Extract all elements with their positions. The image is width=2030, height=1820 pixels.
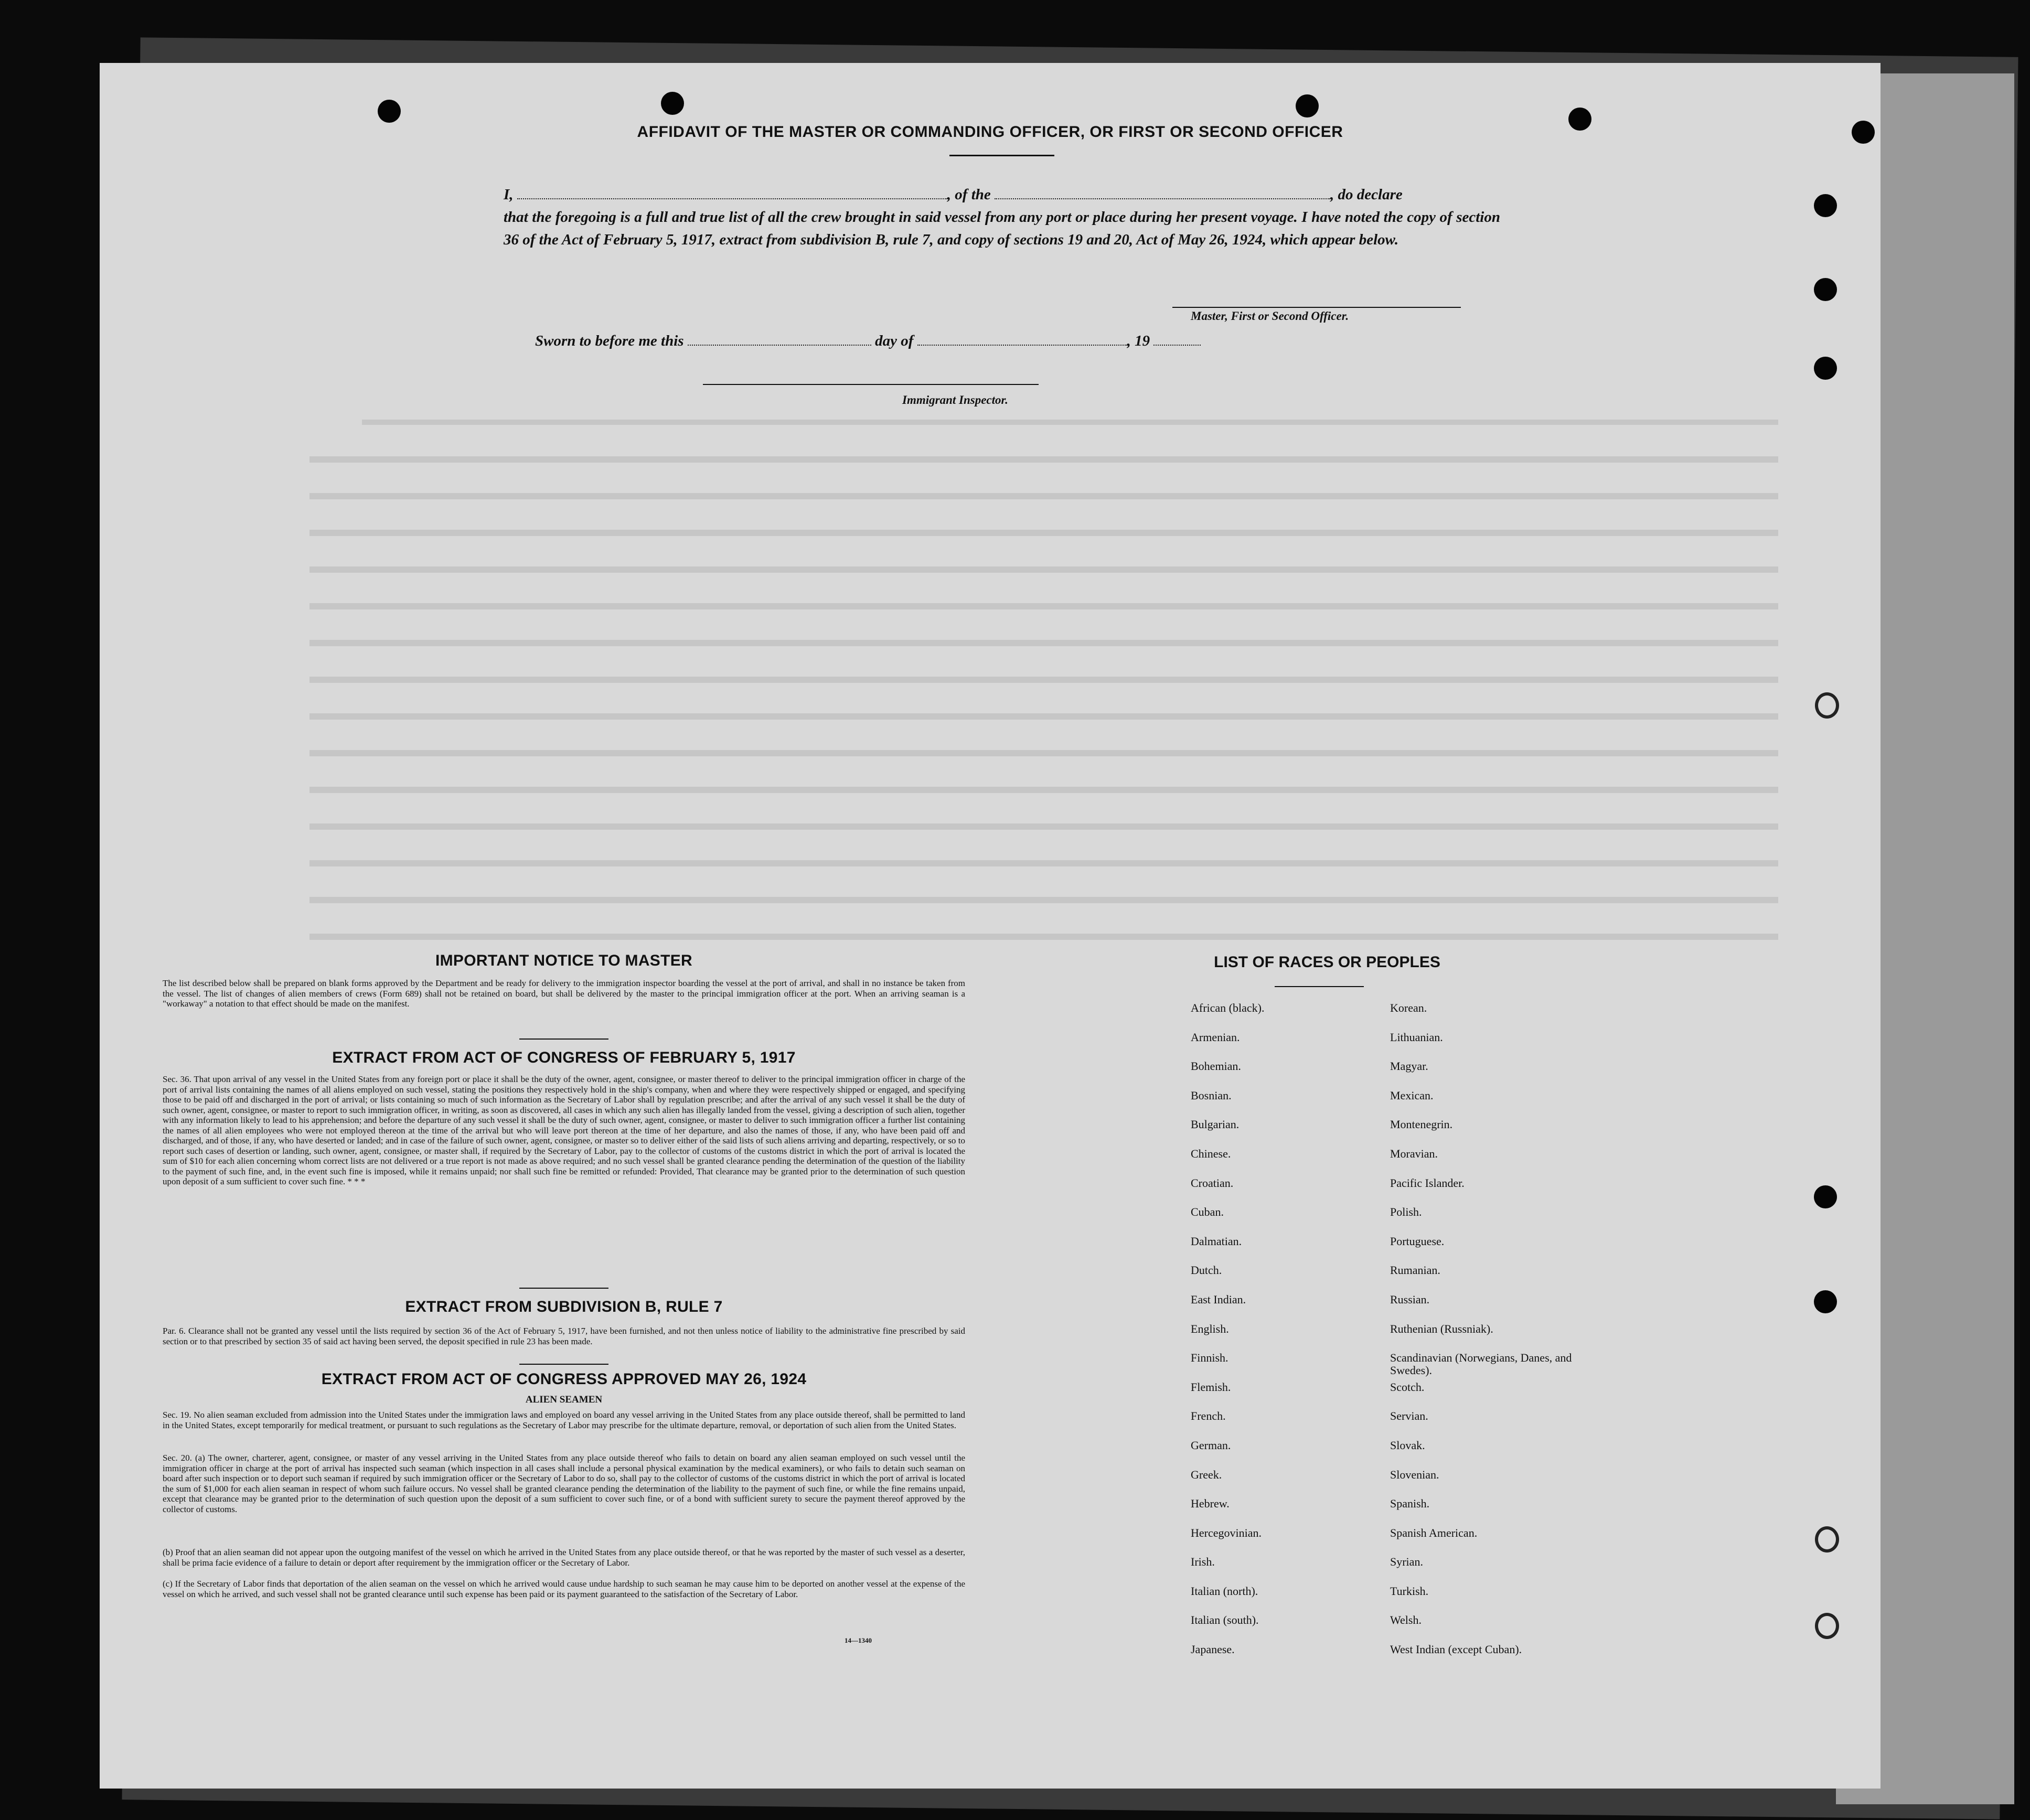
notice-title: IMPORTANT NOTICE TO MASTER	[435, 952, 692, 969]
sworn-year-blank[interactable]	[1153, 332, 1201, 346]
race-item: Korean.	[1390, 1001, 1427, 1014]
race-item: Mexican.	[1390, 1088, 1434, 1102]
affidavit-statement: that the foregoing is a full and true list of all the crew brought in said vessel from any port or place during her present voyage. I have noted the copy of section 36 of the Act of February 5, 1917, extract from subdivision B, rule 7, and copy of sections 19 and 20, Act of May 26, 1924, which appear below.	[504, 209, 1500, 248]
race-item: Russian.	[1390, 1292, 1430, 1306]
race-item: Magyar.	[1390, 1059, 1428, 1073]
race-item: Dalmatian.	[1191, 1234, 1242, 1248]
races-divider	[1275, 986, 1364, 987]
extract-1924-sec20c: (c) If the Secretary of Labor finds that deportation of the alien seaman on the vessel on which he arrived would cause undue hardship to such seaman he may cause him to be deported on another vessel at the expense of the vessel on which he arrived, and such vessel shall not be granted clearance until such expense has been paid or its payment guaranteed to the satisfaction of the Secretary of Labor.	[163, 1579, 965, 1599]
race-item: Dutch.	[1191, 1264, 1222, 1277]
binder-hole	[1814, 278, 1837, 301]
race-item: French.	[1191, 1409, 1226, 1423]
binder-hole	[1814, 1290, 1837, 1313]
race-item: Armenian.	[1191, 1030, 1240, 1044]
race-item: English.	[1191, 1322, 1229, 1335]
race-item: Cuban.	[1191, 1205, 1224, 1219]
race-item: Moravian.	[1390, 1147, 1438, 1160]
signature-label: Master, First or Second Officer.	[1191, 309, 1349, 323]
race-item: Turkish.	[1390, 1584, 1429, 1598]
binder-hole	[1814, 194, 1837, 217]
race-item: Spanish.	[1390, 1497, 1430, 1511]
race-item: Welsh.	[1390, 1613, 1422, 1627]
binder-hole	[1814, 357, 1837, 380]
race-item: Lithuanian.	[1390, 1030, 1443, 1044]
sworn-month-blank[interactable]	[917, 332, 1127, 346]
race-item: Flemish.	[1191, 1380, 1231, 1394]
extract-1924-sec20b: (b) Proof that an alien seaman did not appear upon the outgoing manifest of the vessel on which he arrived in the United States from any place outside thereof, or that he was reported by the master of such vessel as a deserter, shall be prima facie evidence of a failure to detain or deport after requirement by the immigration officer or the Secretary of Labor.	[163, 1547, 965, 1568]
binder-ring	[1815, 1526, 1839, 1553]
sworn-text: day of	[875, 333, 914, 349]
race-item: West Indian (except Cuban).	[1390, 1643, 1522, 1656]
race-item: Syrian.	[1390, 1555, 1423, 1569]
affidavit-body	[504, 184, 1500, 251]
notice-text: The list described below shall be prepared on blank forms approved by the Department and be ready for delivery to the immigration inspector boarding the vessel at the port of arrival, and shall in no instance be taken from the vessel. The list of changes of alien members of crews (Form 689) shall not be retained on board, but shall be delivered by the master to the principal immigration officer at the port. When an arriving seaman is a "workaway" a notation to that effect should be made on the manifest.	[163, 978, 965, 1009]
race-item: Portuguese.	[1390, 1234, 1445, 1248]
races-right-column	[1390, 1002, 1579, 1673]
title-rule	[949, 155, 1054, 156]
inspector-label: Immigrant Inspector.	[902, 393, 1008, 406]
document-page	[100, 63, 1881, 1789]
form-code: 14—1340	[845, 1636, 872, 1644]
affidavit-text: , of the	[947, 186, 991, 203]
race-item: Ruthenian (Russniak).	[1390, 1322, 1493, 1335]
race-item: Bosnian.	[1191, 1088, 1232, 1102]
race-item: Rumanian.	[1390, 1264, 1440, 1277]
sworn-text: , 19	[1127, 333, 1150, 349]
race-item: Irish.	[1191, 1555, 1215, 1569]
race-item: Italian (south).	[1191, 1613, 1259, 1627]
race-item: Japanese.	[1191, 1643, 1235, 1656]
sworn-text: Sworn to before me this	[535, 333, 684, 349]
race-item: Italian (north).	[1191, 1584, 1258, 1598]
race-item: Servian.	[1390, 1409, 1428, 1423]
race-item: Spanish American.	[1390, 1526, 1478, 1539]
race-item: Scandinavian (Norwegians, Danes, and Swedes).	[1390, 1351, 1572, 1377]
affidavit-line1	[504, 184, 1500, 206]
race-item: Scotch.	[1390, 1380, 1425, 1394]
affidavit-text: I,	[504, 186, 514, 203]
race-item: African (black).	[1191, 1001, 1265, 1014]
race-item: German.	[1191, 1438, 1231, 1452]
punch-hole	[1296, 94, 1319, 117]
affidavit-title: AFFIDAVIT OF THE MASTER OR COMMANDING OFFICER, OR FIRST OR SECOND OFFICER	[637, 123, 1343, 141]
race-item: Finnish.	[1191, 1351, 1228, 1365]
race-item: Hebrew.	[1191, 1497, 1230, 1511]
race-item: Bulgarian.	[1191, 1118, 1240, 1131]
section-divider	[519, 1364, 608, 1365]
binder-ring	[1815, 1613, 1839, 1639]
section-divider	[519, 1039, 608, 1040]
race-item: Greek.	[1191, 1468, 1222, 1481]
name-blank[interactable]	[517, 186, 947, 199]
alien-seamen-subtitle: ALIEN SEAMEN	[525, 1394, 603, 1405]
race-item: Chinese.	[1191, 1147, 1231, 1160]
punch-hole	[378, 100, 401, 123]
race-item: Polish.	[1390, 1205, 1422, 1219]
races-title: LIST OF RACES OR PEOPLES	[1214, 954, 1440, 971]
binder-ring	[1815, 692, 1839, 719]
race-item: Bohemian.	[1191, 1059, 1241, 1073]
inspector-signature-line[interactable]	[703, 384, 1039, 385]
race-item: Montenegrin.	[1390, 1118, 1453, 1131]
sworn-line	[535, 332, 1201, 350]
race-item: Pacific Islander.	[1390, 1176, 1465, 1190]
race-item: Hercegovinian.	[1191, 1526, 1262, 1539]
race-item: Slovenian.	[1390, 1468, 1439, 1481]
vessel-blank[interactable]	[995, 186, 1330, 199]
extract-rule7-text: Par. 6. Clearance shall not be granted any vessel until the lists required by section 36 of the Act of February 5, 1917, have been furnished, and not then unless notice of liability to the administrative fine prescribed by said section or to that prescribed by section 35 of said act having been served, the deposit specified in rule 23 has been made.	[163, 1326, 965, 1346]
binder-hole	[1814, 1185, 1837, 1208]
extract-rule7-title: EXTRACT FROM SUBDIVISION B, RULE 7	[405, 1298, 723, 1315]
affidavit-text: , do declare	[1330, 186, 1403, 203]
races-left-column	[1191, 1002, 1264, 1673]
punch-hole	[661, 92, 684, 115]
race-item: Slovak.	[1390, 1438, 1425, 1452]
signature-line[interactable]	[1172, 307, 1461, 308]
extract-1924-sec19: Sec. 19. No alien seaman excluded from admission into the United States under the immigration laws and employed on board any vessel arriving in the United States from any place outside thereof, shall be permitted to land in the United States, except temporarily for medical treatment, or pursuant to such regulations as the Secretary of Labor may prescribe for the ultimate departure, removal, or deportation of such alien from the United States.	[163, 1410, 965, 1430]
race-item: Croatian.	[1191, 1176, 1234, 1190]
extract-1917-title: EXTRACT FROM ACT OF CONGRESS OF FEBRUARY 5, 1917	[332, 1049, 796, 1066]
extract-1917-text: Sec. 36. That upon arrival of any vessel in the United States from any foreign port or place it shall be the duty of the owner, agent, consignee, or master thereof to deliver to the principal immigration officer in charge of the port of arrival lists containing the names of all aliens employed on such vessel, stating the positions they respectively hold in the ship's company, when and where they were respectively shipped or engaged, and specifying those to be paid off and discharged in the port of arrival; or lists containing so much of such information as the Secretary of Labor shall by regulation prescribe; and after the arrival of any such vessel it shall be the duty of such owner, agent, consignee, or master to report to such immigration officer, in writing, as soon as discovered, all cases in which any such alien has illegally landed from the vessel, giving a description of such alien, together with any information likely to lead to his apprehension; and before the departure of any such vessel it shall be the duty of such owner, agent, consignee, or master to deliver to such immigration officer a further list containing the names of all alien employees who were not employed thereon at the time of the arrival but who will leave port thereon at the time of her departure, and also the names of those, if any, who have been paid off and discharged, and of those, if any, who have deserted or landed; and in case of the failure of such owner, agent, consignee, or master so to deliver either of the said lists of such aliens arriving and departing, respectively, or so to report such cases of desertion or landing, such owner, agent, consignee, or master shall, if required by the Secretary of Labor, pay to the collector of customs of the customs district in which the port of arrival is located the sum of $10 for each alien concerning whom correct lists are not delivered or a true report is not made as above required; and no such vessel shall be granted clearance pending the determination of the question of the liability to the payment of such fine, and, in the event such fine is imposed, while it remains unpaid; nor shall such fine be remitted or refunded: Provided, That clearance may be granted prior to the determination of such question upon deposit of a sum sufficient to cover such fine. * * *	[163, 1074, 965, 1186]
section-divider	[519, 1288, 608, 1289]
race-item: East Indian.	[1191, 1292, 1246, 1306]
sworn-day-blank[interactable]	[688, 332, 871, 346]
extract-1924-title: EXTRACT FROM ACT OF CONGRESS APPROVED MAY 26, 1924	[321, 1371, 807, 1388]
extract-1924-sec20a: Sec. 20. (a) The owner, charterer, agent, consignee, or master of any vessel arriving in the United States from any place outside thereof who fails to detain on board any alien seaman employed on such vessel until the immigration officer in charge at the port of arrival has inspected such seaman (which inspection in all cases shall include a personal physical examination by the medical examiners), or who fails to detain such seaman on board after such inspection or to deport such seaman if required by such immigration officer or the Secretary of Labor to do so, shall pay to the collector of customs of the customs district in which the port of arrival is located the sum of $1,000 for each alien seaman in respect of whom such failure occurs. No vessel shall be granted clearance pending the determination of the liability to the payment of such fine, or while the fine remains unpaid, except that clearance may be granted prior to the determination of such question upon the deposit of a sum sufficient to cover such fine, or of a bond with sufficient surety to secure the payment thereof approved by the collector of customs.	[163, 1453, 965, 1514]
bleed-through-texture	[100, 63, 1881, 1789]
